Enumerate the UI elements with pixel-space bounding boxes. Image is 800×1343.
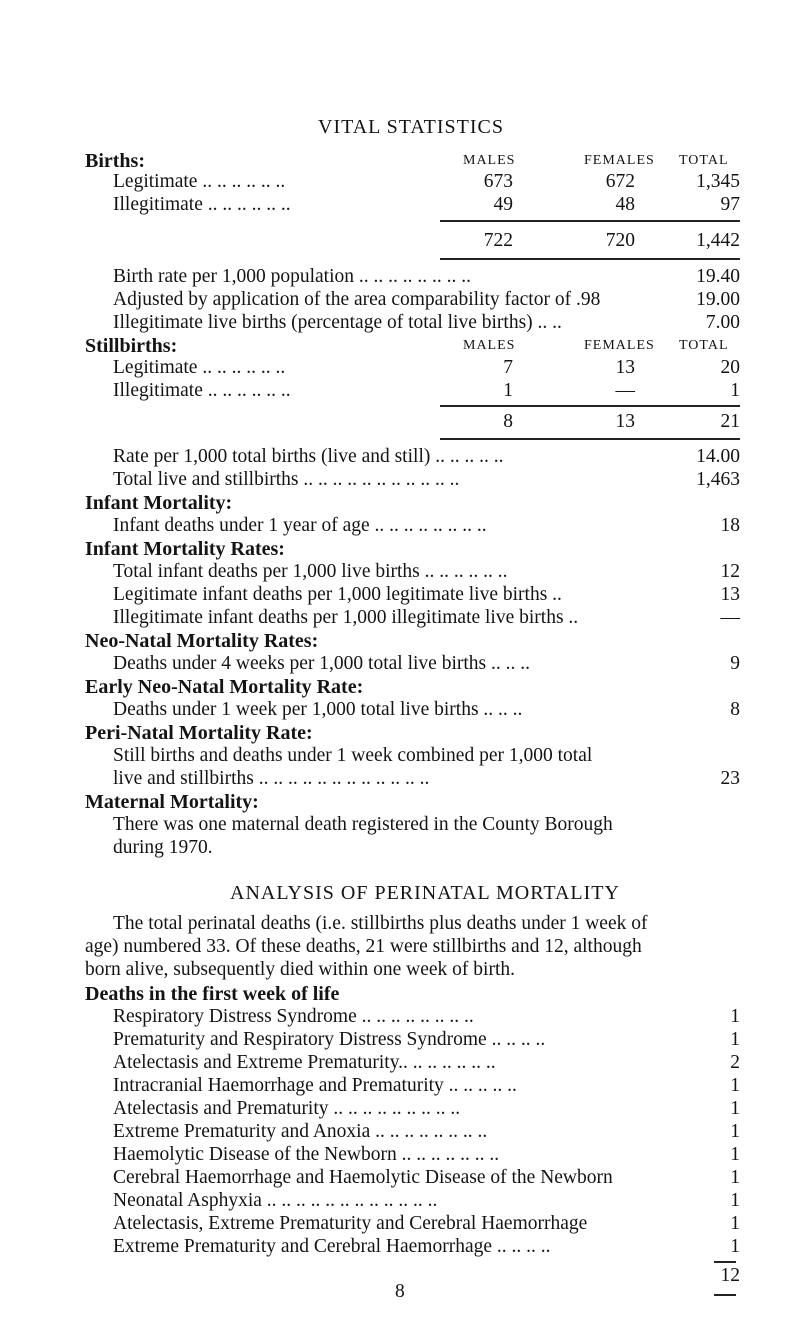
page-number: 8 <box>395 1281 405 1302</box>
infant-rate-total-label: Total infant deaths per 1,000 live births .. .. .. .. .. .. <box>113 561 508 582</box>
cause-count: 1 <box>730 1121 740 1142</box>
births-rule-top <box>440 220 740 222</box>
births-legit-males: 673 <box>483 171 513 192</box>
infant-rate-legit-value: 13 <box>720 584 740 605</box>
cause-count: 1 <box>730 1236 740 1257</box>
cause-count: 1 <box>730 1213 740 1234</box>
cause-label: Atelectasis and Prematurity .. .. .. .. .. .. .. .. .. <box>113 1098 461 1119</box>
perinatal-value: 23 <box>720 768 740 789</box>
births-legit-total: 1,345 <box>696 171 740 192</box>
cause-count: 1 <box>730 1190 740 1211</box>
perinatal-line2: live and stillbirths .. .. .. .. .. .. .. .. .. .. .. .. <box>113 768 430 789</box>
cause-count: 1 <box>730 1075 740 1096</box>
maternal-heading: Maternal Mortality: <box>85 791 259 813</box>
births-total-females: 720 <box>605 230 635 251</box>
cause-label: Prematurity and Respiratory Distress Syndrome .. .. .. .. <box>113 1029 546 1050</box>
infant-rates-heading: Infant Mortality Rates: <box>85 538 285 560</box>
births-total-males: 722 <box>483 230 513 251</box>
still-legit-males: 7 <box>503 357 513 378</box>
births-illegit-females: 48 <box>615 194 635 215</box>
illegit-pct-label: Illegitimate live births (percentage of total live births) .. .. <box>113 312 562 333</box>
early-neonatal-heading: Early Neo-Natal Mortality Rate: <box>85 676 364 698</box>
illegit-pct-value: 7.00 <box>705 312 740 333</box>
early-neonatal-label: Deaths under 1 week per 1,000 total live births .. .. .. <box>113 699 523 720</box>
births-illegit-label: Illegitimate .. .. .. .. .. .. <box>113 194 291 215</box>
first-week-heading: Deaths in the first week of life <box>85 983 340 1005</box>
infant-rate-legit-label: Legitimate infant deaths per 1,000 legitimate live births .. <box>113 584 562 605</box>
still-illegit-males: 1 <box>503 380 513 401</box>
perinatal-line1: Still births and deaths under 1 week combined per 1,000 total <box>113 745 593 766</box>
still-rate-label: Rate per 1,000 total births (live and still) .. .. .. .. .. <box>113 446 504 467</box>
infant-deaths-label: Infant deaths under 1 year of age .. .. .. .. .. .. .. .. <box>113 515 487 536</box>
neonatal-heading: Neo-Natal Mortality Rates: <box>85 630 319 652</box>
analysis-title: ANALYSIS OF PERINATAL MORTALITY <box>230 882 620 904</box>
adjusted-rate-label: Adjusted by application of the area comparability factor of .98 <box>113 289 601 310</box>
births-rule-bottom <box>440 258 740 260</box>
analysis-para-line1: The total perinatal deaths (i.e. stillbirths plus deaths under 1 week of <box>113 913 648 934</box>
births-legit-females: 672 <box>605 171 635 192</box>
still-rule-bottom <box>440 438 740 440</box>
infant-rate-total-value: 12 <box>720 561 740 582</box>
cause-label: Neonatal Asphyxia .. .. .. .. .. .. .. .. .. .. .. .. <box>113 1190 438 1211</box>
still-total-males: 8 <box>503 411 513 432</box>
early-neonatal-value: 8 <box>730 699 740 720</box>
still-col-total: TOTAL <box>679 338 729 353</box>
births-illegit-males: 49 <box>493 194 513 215</box>
still-col-females: FEMALES <box>584 338 655 353</box>
maternal-line2: during 1970. <box>113 837 213 858</box>
causes-rule-top <box>714 1261 736 1263</box>
birth-rate-label: Birth rate per 1,000 population .. .. .. .. .. .. .. .. <box>113 266 471 287</box>
cause-label: Atelectasis and Extreme Prematurity.. .. .. .. .. .. .. <box>113 1052 496 1073</box>
births-legit-label: Legitimate .. .. .. .. .. .. <box>113 171 286 192</box>
births-col-males: MALES <box>463 153 516 168</box>
births-total-total: 1,442 <box>696 230 740 251</box>
births-col-total: TOTAL <box>679 153 729 168</box>
stillbirths-heading: Stillbirths: <box>85 335 178 357</box>
page-title: VITAL STATISTICS <box>318 116 504 138</box>
cause-label: Intracranial Haemorrhage and Prematurity .. .. .. .. .. <box>113 1075 517 1096</box>
infant-deaths-value: 18 <box>720 515 740 536</box>
cause-label: Extreme Prematurity and Cerebral Haemorrhage .. .. .. .. <box>113 1236 551 1257</box>
analysis-para-line3: born alive, subsequently died within one week of birth. <box>85 959 515 980</box>
births-illegit-total: 97 <box>720 194 740 215</box>
adjusted-rate-value: 19.00 <box>696 289 740 310</box>
infant-mortality-heading: Infant Mortality: <box>85 492 233 514</box>
causes-total: 12 <box>720 1265 740 1286</box>
still-rule-top <box>440 405 740 407</box>
cause-count: 1 <box>730 1006 740 1027</box>
total-live-still-label: Total live and stillbirths .. .. .. .. .. .. .. .. .. .. .. <box>113 469 460 490</box>
cause-label: Respiratory Distress Syndrome .. .. .. .. .. .. .. .. <box>113 1006 474 1027</box>
total-live-still-value: 1,463 <box>696 469 740 490</box>
cause-label: Atelectasis, Extreme Prematurity and Cerebral Haemorrhage <box>113 1213 588 1234</box>
cause-count: 1 <box>730 1167 740 1188</box>
still-legit-females: 13 <box>615 357 635 378</box>
neonatal-label: Deaths under 4 weeks per 1,000 total live births .. .. .. <box>113 653 530 674</box>
cause-count: 1 <box>730 1144 740 1165</box>
still-legit-label: Legitimate .. .. .. .. .. .. <box>113 357 286 378</box>
cause-label: Cerebral Haemorrhage and Haemolytic Disease of the Newborn <box>113 1167 613 1188</box>
perinatal-heading: Peri-Natal Mortality Rate: <box>85 722 313 744</box>
still-rate-value: 14.00 <box>696 446 740 467</box>
still-col-males: MALES <box>463 338 516 353</box>
neonatal-value: 9 <box>730 653 740 674</box>
maternal-line1: There was one maternal death registered in the County Borough <box>113 814 613 835</box>
cause-count: 2 <box>730 1052 740 1073</box>
still-illegit-label: Illegitimate .. .. .. .. .. .. <box>113 380 291 401</box>
causes-rule-bottom <box>714 1294 736 1296</box>
still-illegit-total: 1 <box>730 380 740 401</box>
still-total-total: 21 <box>720 411 740 432</box>
infant-rate-illegit-value: — <box>720 607 740 628</box>
cause-count: 1 <box>730 1029 740 1050</box>
analysis-para-line2: age) numbered 33. Of these deaths, 21 were stillbirths and 12, although <box>85 936 642 957</box>
births-heading: Births: <box>85 150 145 172</box>
cause-count: 1 <box>730 1098 740 1119</box>
infant-rate-illegit-label: Illegitimate infant deaths per 1,000 illegitimate live births .. <box>113 607 579 628</box>
still-illegit-females: — <box>615 380 635 401</box>
still-total-females: 13 <box>615 411 635 432</box>
still-legit-total: 20 <box>720 357 740 378</box>
cause-label: Extreme Prematurity and Anoxia .. .. .. .. .. .. .. .. <box>113 1121 488 1142</box>
cause-label: Haemolytic Disease of the Newborn .. .. .. .. .. .. .. <box>113 1144 500 1165</box>
birth-rate-value: 19.40 <box>696 266 740 287</box>
births-col-females: FEMALES <box>584 153 655 168</box>
